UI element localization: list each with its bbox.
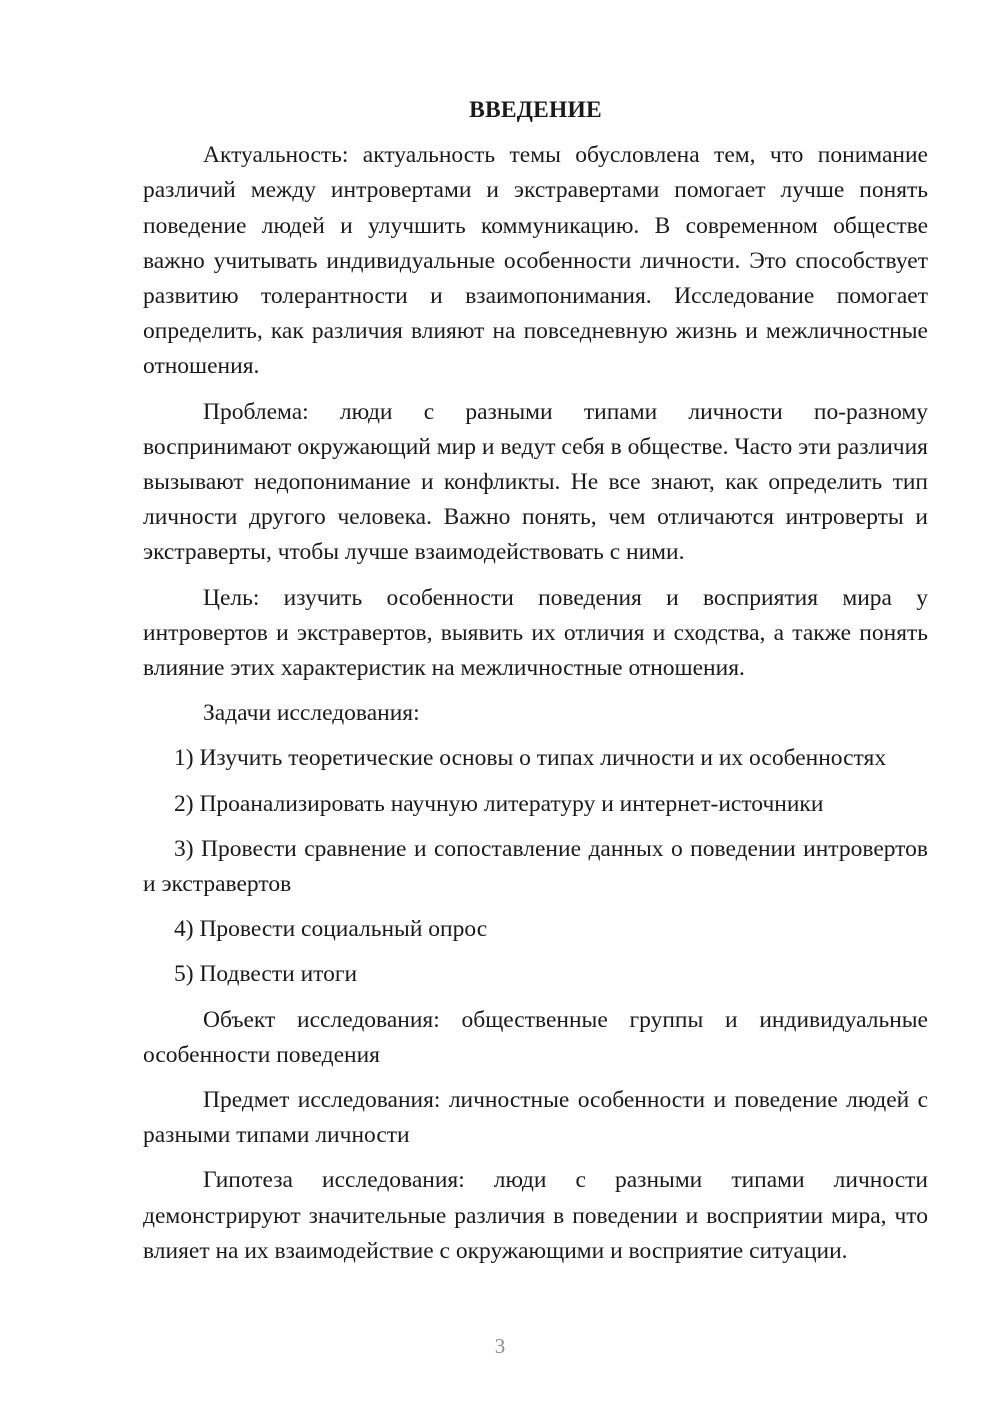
task-item: 5) Подвести итоги — [174, 961, 358, 988]
task-item: 1) Изучить теоретические основы о типах личности и их особенностях — [174, 745, 887, 772]
subject-paragraph: Предмет исследования: личностные особенности и поведение людей с разными типами личности — [143, 1087, 928, 1149]
hypothesis-paragraph: Гипотеза исследования: люди с разными типами личности демонстрируют значительные различия в поведении и восприятии мира, что влияет на их взаимодействие с окружающими и восприятие ситуации. — [143, 1167, 928, 1264]
task-item: 3) Провести сравнение и сопоставление данных о поведении интровертов и экстравертов — [143, 835, 928, 898]
page-content — [143, 93, 928, 1279]
page-title: ВВЕДЕНИЕ — [469, 97, 602, 123]
task-item: 2) Проанализировать научную литературу и интернет-источники — [174, 790, 824, 817]
tasks-heading: Задачи исследования: — [203, 700, 420, 727]
problem-paragraph: Проблема: люди с разными типами личности по-разному воспринимают окружающий мир и ведут себя в обществе. Часто эти различия вызывают недопонимание и конфликты. Не все знают, как определить тип личности другого человека. Важно понять, чем отличаются интроверты и экстраверты, чтобы лучше взаимодействовать с ними. — [143, 398, 928, 566]
relevance-paragraph: Актуальность: актуальность темы обусловлена тем, что понимание различий между интровертами и экстравертами помогает лучше понять поведение людей и улучшить коммуникацию. В современном обществе важно учитывать индивидуальные особенности личности. Это способствует развитию толерантности и взаимопонимания. Исследование помогает определить, как различия влияют на повседневную жизнь и межличностные отношения. — [143, 142, 928, 380]
object-paragraph: Объект исследования: общественные группы и индивидуальные особенности поведения — [143, 1006, 928, 1068]
task-item: 4) Провести социальный опрос — [174, 916, 488, 943]
goal-paragraph: Цель: изучить особенности поведения и восприятия мира у интровертов и экстравертов, выявить их отличия и сходства, а также понять влияние этих характеристик на межличностные отношения. — [143, 584, 928, 682]
page-number: 3 — [494, 1334, 506, 1358]
